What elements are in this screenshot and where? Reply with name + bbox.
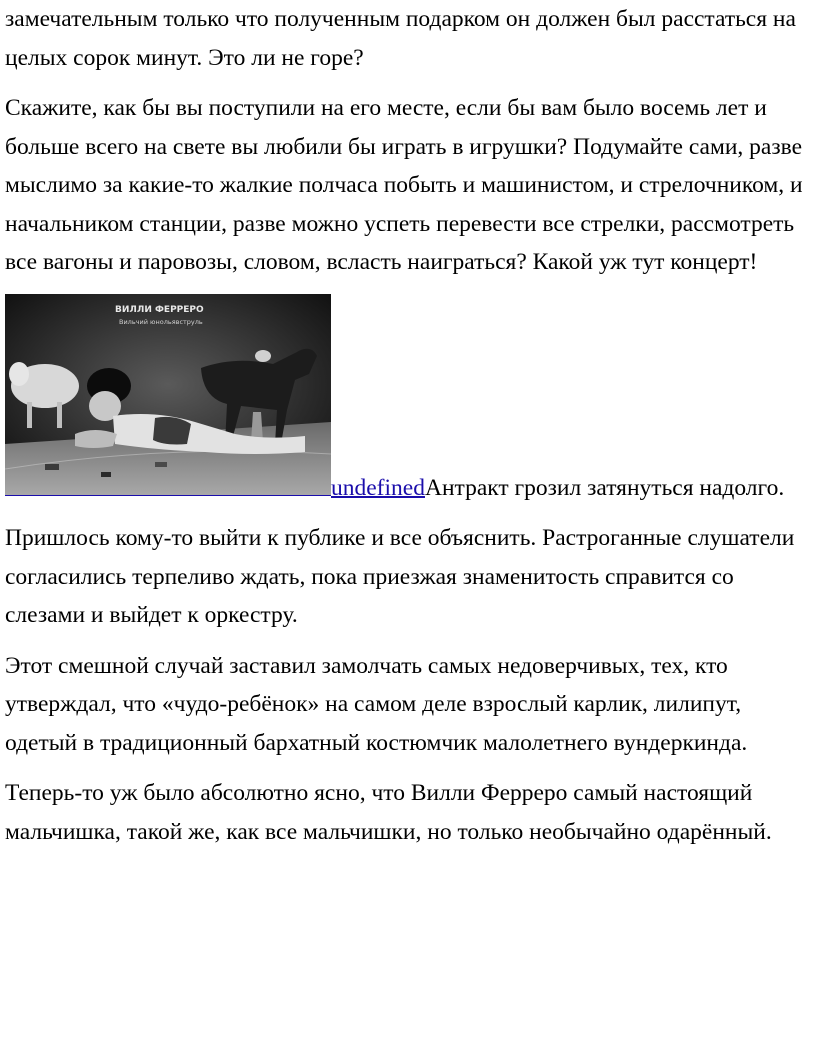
paragraph-4: Пришлось кому-то выйти к публике и все объяснить. Растроганные слушатели согласились терпеливо ждать, пока приезжая знаменитость справится со слезами и выйдет к оркестру. [5, 525, 795, 628]
paragraph-3-text: Антракт грозил затянуться надолго. [424, 474, 785, 501]
photo-link[interactable] [5, 294, 331, 496]
paragraph-1: замечательным только что полученным подарком он должен был расстаться на целых сорок минут. Это ли не горе? [5, 6, 796, 71]
photo-caption-title: ВИЛЛИ ФЕРРЕРО [115, 304, 204, 315]
photo-caption-subtitle: Вильчий юнольявструль [119, 317, 203, 326]
document-page [5, 0, 813, 851]
paragraph-2: Скажите, как бы вы поступили на его месте, если бы вам было восемь лет и больше всего на свете вы любили бы играть в игрушки? Подумайте сами, разве мыслимо за какие-то жалкие полчаса побыть и машинистом, и стрелочником, и начальником станции, разве можно успеть перевести все стрелки, рассмотреть все вагоны и паровозы, словом, всласть наиграться? Какой уж тут концерт! [5, 95, 803, 275]
photo-paragraph [5, 294, 813, 508]
paragraph-6: Теперь-то уж было абсолютно ясно, что Вилли Ферреро самый настоящий мальчишка, такой же, как все мальчишки, но только необычайно одарённый. [5, 780, 772, 845]
undefined-link[interactable]: undefined [331, 474, 425, 501]
paragraph-5: Этот смешной случай заставил замолчать самых недоверчивых, тех, кто утверждал, что «чудо-ребёнок» на самом деле взрослый карлик, лилипут, одетый в традиционный бархатный костюмчик малолетнего вундеркинда. [5, 652, 748, 756]
vintage-photo [5, 294, 331, 495]
photo-illustration [5, 294, 331, 495]
